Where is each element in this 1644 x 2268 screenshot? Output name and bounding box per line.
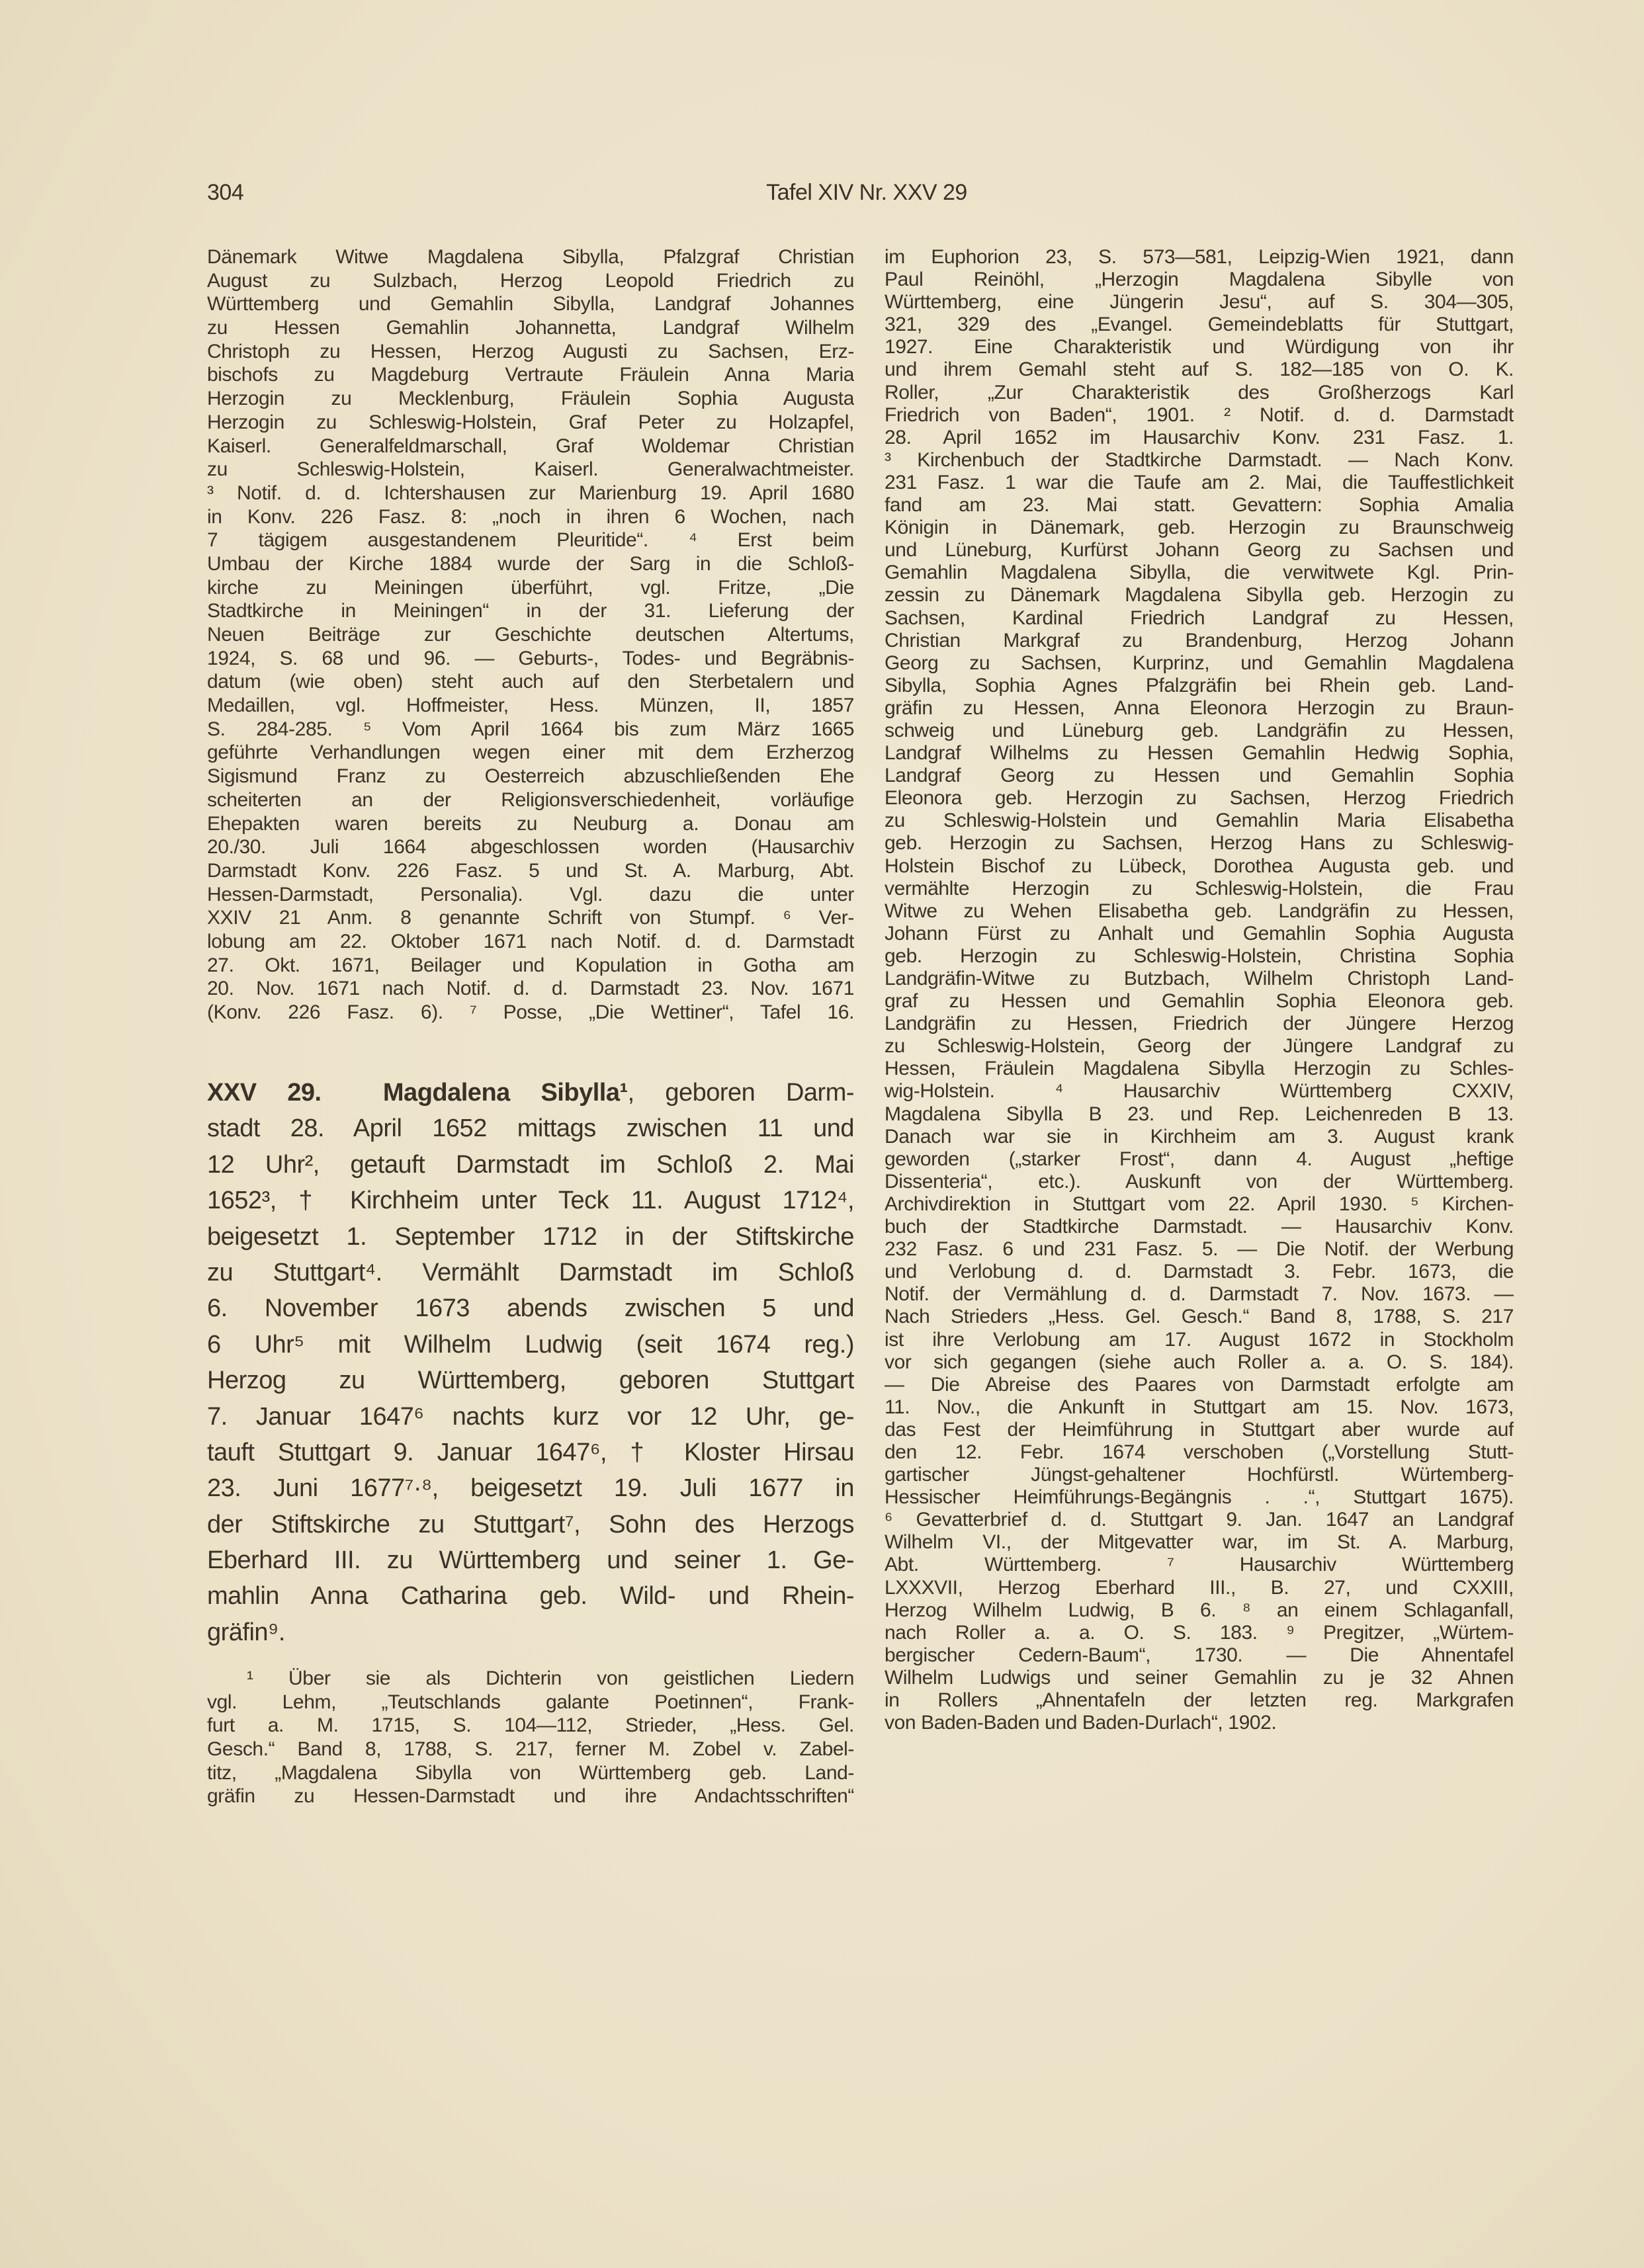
text-line: der Stiftskirche zu Stuttgart⁷, Sohn des Herzogs bbox=[207, 1510, 854, 1538]
text-line: Johann Fürst zu Anhalt und Gemahlin Sophia Augusta bbox=[885, 922, 1514, 945]
text-line: zu Schleswig-Holstein und Gemahlin Maria Elisabetha bbox=[885, 810, 1514, 832]
text-line: 27. Okt. 1671, Beilager und Kopulation in Gotha am bbox=[207, 954, 854, 976]
text-line: geb. Herzogin zu Schleswig-Holstein, Christina Sophia bbox=[885, 945, 1514, 967]
text-line: kirche zu Meiningen überführt, vgl. Fritze, „Die bbox=[207, 576, 854, 599]
text-line: und Verlobung d. d. Darmstadt 3. Febr. 1673, die bbox=[885, 1261, 1514, 1283]
text-line: geworden („starker Frost“, dann 4. August „heftige bbox=[885, 1148, 1514, 1170]
text-line: zu Hessen Gemahlin Johannetta, Landgraf Wilhelm bbox=[207, 317, 854, 339]
text-line: Medaillen, vgl. Hoffmeister, Hess. Münzen, II, 1857 bbox=[207, 694, 854, 717]
text-line: Kaiserl. Generalfeldmarschall, Graf Woldemar Christian bbox=[207, 435, 854, 457]
text-line: August zu Sulzbach, Herzog Leopold Friedrich zu bbox=[207, 269, 854, 292]
text-line: zessin zu Dänemark Magdalena Sibylla geb. Herzogin zu bbox=[885, 584, 1514, 607]
right-column-footnotes bbox=[885, 246, 1514, 1734]
text-line: gartischer Jüngst-gehaltener Hochfürstl. Würtemberg- bbox=[885, 1464, 1514, 1486]
text-line: den 12. Febr. 1674 verschoben („Vorstellung Stutt- bbox=[885, 1441, 1514, 1463]
text-line: Landgraf Georg zu Hessen und Gemahlin Sophia bbox=[885, 765, 1514, 787]
text-line: graf zu Hessen und Gemahlin Sophia Eleonora geb. bbox=[885, 990, 1514, 1013]
text-line: beigesetzt 1. September 1712 in der Stiftskirche bbox=[207, 1222, 854, 1251]
text-line: Christoph zu Hessen, Herzog Augusti zu Sachsen, Erz- bbox=[207, 340, 854, 362]
text-line: Ehepakten waren bereits zu Neuburg a. Donau am bbox=[207, 812, 854, 835]
text-line: Herzogin zu Mecklenburg, Fräulein Sophia Augusta bbox=[207, 388, 854, 410]
text-line: Nach Strieders „Hess. Gel. Gesch.“ Band 8, 1788, S. 217 bbox=[885, 1306, 1514, 1328]
text-line: bergischer Cedern-Baum“, 1730. — Die Ahnentafel bbox=[885, 1644, 1514, 1666]
text-line: 321, 329 des „Evangel. Gemeindeblatts für Stuttgart, bbox=[885, 314, 1514, 336]
text-line: Gemahlin Magdalena Sibylla, die verwitwete Kgl. Prin- bbox=[885, 562, 1514, 584]
text-line: Notif. der Vermählung d. d. Darmstadt 7. Nov. 1673. — bbox=[885, 1283, 1514, 1306]
text-line: titz, „Magdalena Sibylla von Württemberg geb. Land- bbox=[207, 1761, 854, 1784]
text-line: furt a. M. 1715, S. 104—112, Strieder, „Hess. Gel. bbox=[207, 1714, 854, 1737]
text-line: (Konv. 226 Fasz. 6). ⁷ Posse, „Die Wettiner“, Tafel 16. bbox=[207, 1001, 854, 1023]
text-line: wig-Holstein. ⁴ Hausarchiv Württemberg CXXIV, bbox=[885, 1080, 1514, 1103]
text-line: XXIV 21 Anm. 8 genannte Schrift von Stumpf. ⁶ Ver- bbox=[207, 907, 854, 929]
text-line: Dissenteria“, etc.). Auskunft von der Württemberg. bbox=[885, 1170, 1514, 1193]
text-line: 23. Juni 1677⁷·⁸, beigesetzt 19. Juli 1677 in bbox=[207, 1474, 854, 1503]
text-line: Herzogin zu Schleswig-Holstein, Graf Peter zu Holzapfel, bbox=[207, 411, 854, 433]
text-line: im Euphorion 23, S. 573—581, Leipzig-Wien 1921, dann bbox=[885, 246, 1514, 268]
text-line: von Baden-Baden und Baden-Durlach“, 1902. bbox=[885, 1712, 1277, 1734]
text-line: und Lüneburg, Kurfürst Johann Georg zu Sachsen und bbox=[885, 539, 1514, 562]
text-line: Danach war sie in Kirchheim am 3. August krank bbox=[885, 1125, 1514, 1148]
text-line: Holstein Bischof zu Lübeck, Dorothea Augusta geb. und bbox=[885, 855, 1514, 877]
text-line: 7 tägigem ausgestandenem Pleuritide“. ⁴ Erst beim bbox=[207, 529, 854, 552]
text-line: in Rollers „Ahnentafeln der letzten reg. Markgrafen bbox=[885, 1689, 1514, 1711]
text-line: Darmstadt Konv. 226 Fasz. 5 und St. A. Marburg, Abt. bbox=[207, 859, 854, 882]
text-line: tauft Stuttgart 9. Januar 1647⁶, † Kloster Hirsau bbox=[207, 1438, 854, 1466]
text-line: Landgraf Wilhelms zu Hessen Gemahlin Hedwig Sophia, bbox=[885, 742, 1514, 765]
text-line: lobung am 22. Oktober 1671 nach Notif. d. d. Darmstadt bbox=[207, 930, 854, 952]
text-line: gräfin zu Hessen, Anna Eleonora Herzogin zu Braun- bbox=[885, 696, 1514, 719]
text-line: zu Schleswig-Holstein, Georg der Jüngere Landgraf zu bbox=[885, 1035, 1514, 1058]
text-line: Wilhelm Ludwigs und seiner Gemahlin zu je 32 Ahnen bbox=[885, 1666, 1514, 1689]
text-line: 20./30. Juli 1664 abgeschlossen worden (Hausarchiv bbox=[207, 836, 854, 859]
text-line: Dänemark Witwe Magdalena Sibylla, Pfalzgraf Christian bbox=[207, 246, 854, 268]
text-line: geb. Herzogin zu Sachsen, Herzog Hans zu Schleswig- bbox=[885, 832, 1514, 855]
text-line: Wilhelm VI., der Mitgevatter war, im St. A. Marburg, bbox=[885, 1531, 1514, 1554]
text-line: Hessen, Fräulein Magdalena Sibylla Herzogin zu Schles- bbox=[885, 1058, 1514, 1080]
text-line: fand am 23. Mai statt. Gevattern: Sophia Amalia bbox=[885, 494, 1514, 517]
text-line: zu Stuttgart⁴. Vermählt Darmstadt im Schloß bbox=[207, 1258, 854, 1286]
text-line: Magdalena Sibylla B 23. und Rep. Leichenreden B 13. bbox=[885, 1103, 1514, 1125]
text-line: Landgräfin-Witwe zu Butzbach, Wilhelm Christoph Land- bbox=[885, 968, 1514, 989]
text-line: buch der Stadtkirche Darmstadt. — Hausarchiv Konv. bbox=[885, 1216, 1514, 1238]
text-line: Hessischer Heimführungs-Begängnis . .“, Stuttgart 1675). bbox=[885, 1486, 1514, 1509]
text-line: bischofs zu Magdeburg Vertraute Fräulein Anna Maria bbox=[207, 364, 854, 386]
running-title: Tafel XIV Nr. XXV 29 bbox=[766, 180, 967, 205]
text-line: 11. Nov., die Ankunft in Stuttgart am 15. Nov. 1673, bbox=[885, 1396, 1514, 1418]
page-number: 304 bbox=[207, 180, 244, 205]
text-line: 6. November 1673 abends zwischen 5 und bbox=[207, 1294, 854, 1323]
text-line: vgl. Lehm, „Teutschlands galante Poetinnen“, Frank- bbox=[207, 1691, 854, 1713]
entry-number: XXV 29. bbox=[207, 1079, 322, 1107]
entry-footnotes bbox=[207, 1667, 854, 1808]
text-line: Neuen Beiträge zur Geschichte deutschen Altertums, bbox=[207, 624, 854, 646]
text-line: geführte Verhandlungen wegen einer mit dem Erzherzog bbox=[207, 741, 854, 764]
text-line: Umbau der Kirche 1884 wurde der Sarg in die Schloß- bbox=[207, 552, 854, 575]
text-line: datum (wie oben) steht auch auf den Sterbetalern und bbox=[207, 671, 854, 693]
text-line: — Die Abreise des Paares von Darmstadt erfolgte am bbox=[885, 1373, 1514, 1396]
text-line: und ihrem Gemahl steht auf S. 182—185 von O. K. bbox=[885, 358, 1514, 381]
text-line: ¹ Über sie als Dichterin von geistlichen Liedern bbox=[247, 1667, 854, 1689]
text-line: Witwe zu Wehen Elisabetha geb. Landgräfin zu Hessen, bbox=[885, 900, 1514, 922]
text-line: stadt 28. April 1652 mittags zwischen 11 und bbox=[207, 1114, 854, 1143]
text-line: mahlin Anna Catharina geb. Wild- und Rhein- bbox=[207, 1582, 854, 1611]
text-line: Gesch.“ Band 8, 1788, S. 217, ferner M. Zobel v. Zabel- bbox=[207, 1738, 854, 1761]
text-line: 1652³, † Kirchheim unter Teck 11. August 1712⁴, bbox=[207, 1187, 854, 1215]
text-line: Herzog zu Württemberg, geboren Stuttgart bbox=[207, 1366, 854, 1395]
text-line: Württemberg, eine Jüngerin Jesu“, auf S. 304—305, bbox=[885, 291, 1514, 314]
text-line: Georg zu Sachsen, Kurprinz, und Gemahlin Magdalena bbox=[885, 651, 1514, 674]
text-line: das Fest der Heimführung in Stuttgart aber wurde auf bbox=[885, 1418, 1514, 1441]
text-line: 28. April 1652 im Hausarchiv Konv. 231 Fasz. 1. bbox=[885, 426, 1514, 448]
text-line: LXXXVII, Herzog Eberhard III., B. 27, und CXXIII, bbox=[885, 1576, 1514, 1599]
text-line: Königin in Dänemark, geb. Herzogin zu Braunschweig bbox=[885, 517, 1514, 539]
left-column-footnotes-continued bbox=[207, 245, 854, 1025]
text-line: 1924, S. 68 und 96. — Geburts-, Todes- und Begräbnis- bbox=[207, 647, 854, 669]
entry-first-line-rest: , geboren Darm- bbox=[627, 1079, 854, 1107]
text-line: zu Schleswig-Holstein, Kaiserl. Generalwachtmeister. bbox=[207, 458, 854, 481]
text-line: vor sich gegangen (siehe auch Roller a. a. O. S. 184). bbox=[885, 1351, 1514, 1373]
text-line: scheiterten an der Religionsverschiedenheit, vorläufige bbox=[207, 788, 854, 811]
text-line: ⁶ Gevatterbrief d. d. Stuttgart 9. Jan. 1647 an Landgraf bbox=[885, 1509, 1514, 1531]
text-line: 1927. Eine Charakteristik und Würdigung von ihr bbox=[885, 336, 1514, 358]
text-line: Stadtkirche in Meiningen“ in der 31. Lieferung der bbox=[207, 600, 854, 622]
text-line: Hessen-Darmstadt, Personalia). Vgl. dazu die unter bbox=[207, 883, 854, 905]
text-line: 6 Uhr⁵ mit Wilhelm Ludwig (seit 1674 reg.) bbox=[207, 1330, 854, 1359]
text-line: schweig und Lüneburg geb. Landgräfin zu Hessen, bbox=[885, 719, 1514, 741]
text-line: Württemberg und Gemahlin Sibylla, Landgraf Johannes bbox=[207, 293, 854, 315]
text-line: 7. Januar 1647⁶ nachts kurz vor 12 Uhr, ge- bbox=[207, 1402, 854, 1431]
text-line: Abt. Württemberg. ⁷ Hausarchiv Württemberg bbox=[885, 1554, 1514, 1576]
text-line: S. 284-285. ⁵ Vom April 1664 bis zum März 1665 bbox=[207, 718, 854, 740]
text-line: 20. Nov. 1671 nach Notif. d. d. Darmstadt 23. Nov. 1671 bbox=[207, 978, 854, 1000]
text-line: ³ Notif. d. d. Ichtershausen zur Marienburg 19. April 1680 bbox=[207, 482, 854, 504]
text-line: Herzog Wilhelm Ludwig, B 6. ⁸ an einem Schlaganfall, bbox=[885, 1599, 1514, 1621]
text-line: Archivdirektion in Stuttgart vom 22. April 1930. ⁵ Kirchen- bbox=[885, 1193, 1514, 1215]
text-line: 232 Fasz. 6 und 231 Fasz. 5. — Die Notif. der Werbung bbox=[885, 1238, 1514, 1261]
text-line: Paul Reinöhl, „Herzogin Magdalena Sibylle von bbox=[885, 269, 1514, 291]
entry-first-line bbox=[207, 1075, 854, 1111]
text-line: Roller, „Zur Charakteristik des Großherzogs Karl bbox=[885, 381, 1514, 403]
text-line: 231 Fasz. 1 war die Taufe am 2. Mai, die Tauffestlichkeit bbox=[885, 471, 1514, 493]
text-line: gräfin⁹. bbox=[207, 1618, 285, 1646]
text-line: gräfin zu Hessen-Darmstadt und ihre Andachtsschriften“ bbox=[207, 1785, 854, 1808]
text-line: Sibylla, Sophia Agnes Pfalzgräfin bei Rhein geb. Land- bbox=[885, 674, 1514, 696]
text-line: Eberhard III. zu Württemberg und seiner 1. Ge- bbox=[207, 1546, 854, 1575]
text-line: Christian Markgraf zu Brandenburg, Herzog Johann bbox=[885, 629, 1514, 651]
text-line: 12 Uhr², getauft Darmstadt im Schloß 2. Mai bbox=[207, 1150, 854, 1179]
text-line: Sigismund Franz zu Oesterreich abzuschließenden Ehe bbox=[207, 765, 854, 788]
text-line: ³ Kirchenbuch der Stadtkirche Darmstadt. — Nach Konv. bbox=[885, 448, 1514, 471]
text-line: vermählte Herzogin zu Schleswig-Holstein, die Frau bbox=[885, 877, 1514, 900]
text-line: nach Roller a. a. O. S. 183. ⁹ Pregitzer, „Würtem- bbox=[885, 1621, 1514, 1644]
text-line: Sachsen, Kardinal Friedrich Landgraf zu Hessen, bbox=[885, 607, 1514, 629]
text-line: Friedrich von Baden“, 1901. ² Notif. d. d. Darmstadt bbox=[885, 403, 1514, 426]
text-line: ist ihre Verlobung am 17. August 1672 in Stockholm bbox=[885, 1328, 1514, 1351]
entry-name: Magdalena Sibylla¹ bbox=[382, 1079, 628, 1107]
text-line: Eleonora geb. Herzogin zu Sachsen, Herzog Friedrich bbox=[885, 787, 1514, 810]
text-line: Landgräfin zu Hessen, Friedrich der Jüngere Herzog bbox=[885, 1013, 1514, 1035]
text-line: in Konv. 226 Fasz. 8: „noch in ihren 6 Wochen, nach bbox=[207, 505, 854, 528]
genealogy-entry bbox=[207, 1075, 854, 1650]
